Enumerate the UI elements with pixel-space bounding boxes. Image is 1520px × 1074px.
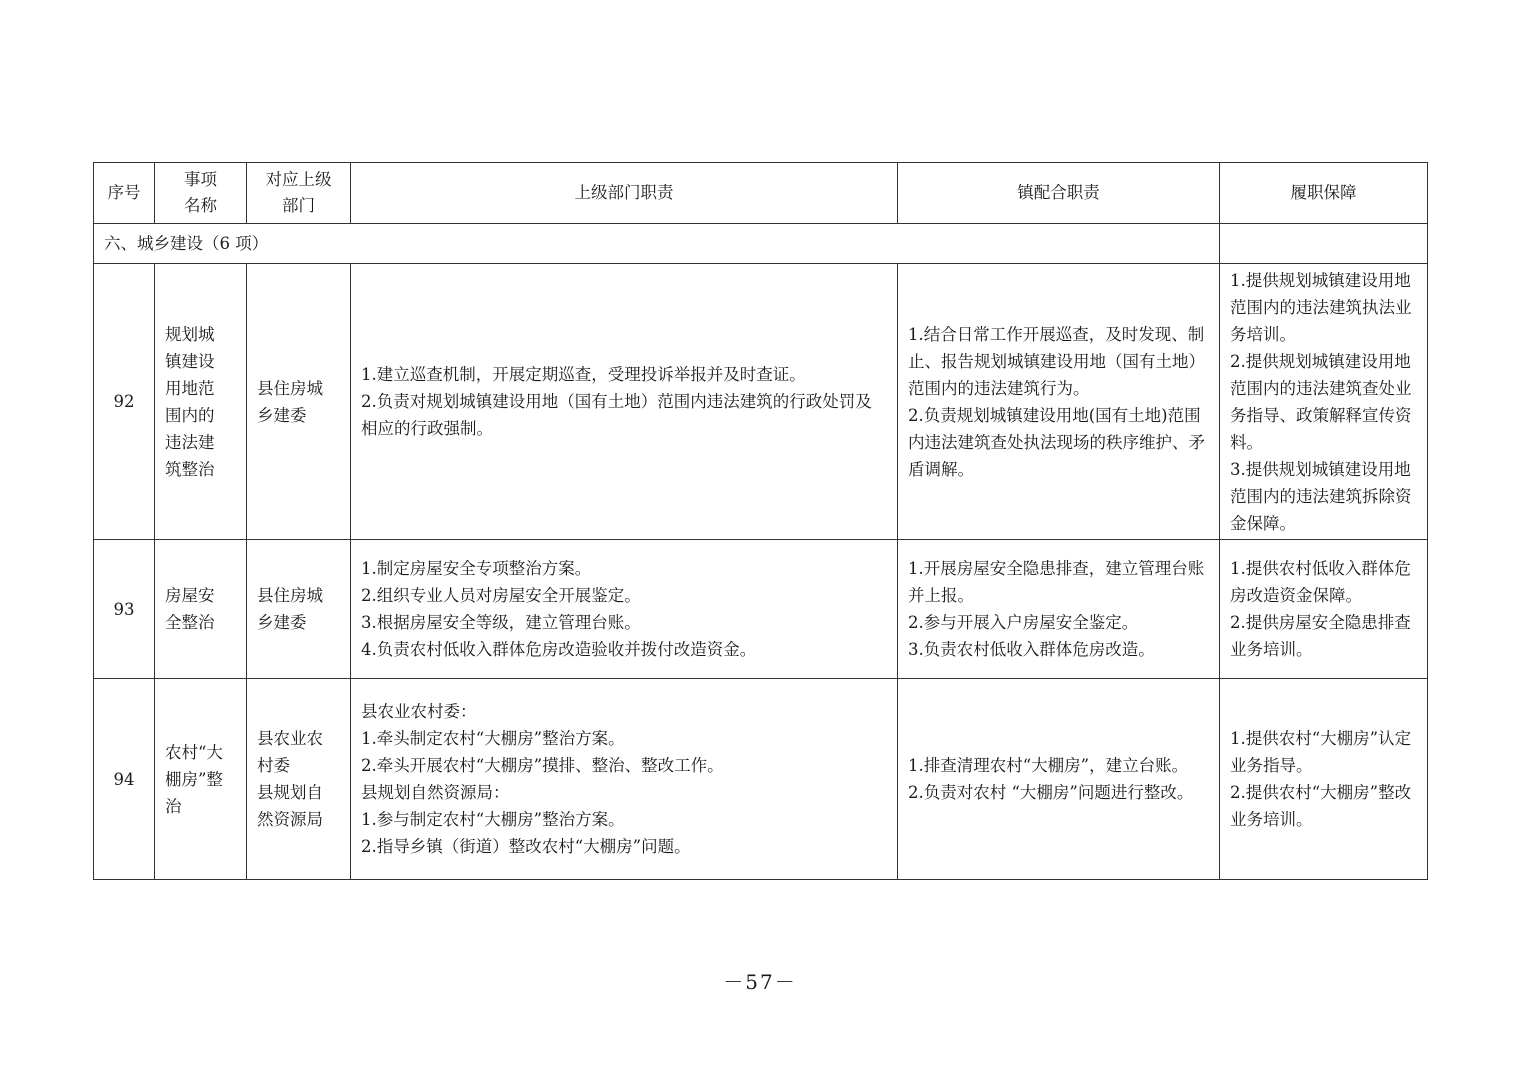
text-line: 然资源局 — [257, 810, 323, 829]
text-line: 1.提供农村“大棚房”认定业务指导。 — [1230, 729, 1412, 775]
text-line: 3.提供规划城镇建设用地范围内的违法建筑拆除资金保障。 — [1230, 459, 1412, 533]
header-dept-line: 对应上级 — [265, 170, 332, 189]
header-dept-line: 部门 — [282, 196, 315, 215]
town-duties — [898, 264, 1220, 540]
support-measures — [1220, 679, 1428, 880]
text-line: 2.指导乡镇（街道）整改农村“大棚房”问题。 — [361, 837, 691, 856]
upper-dept — [247, 540, 351, 679]
item-name — [155, 540, 247, 679]
row-number: 93 — [94, 540, 155, 679]
page-number: －57－ — [723, 970, 797, 994]
header-seq: 序号 — [94, 163, 155, 224]
header-item-line: 名称 — [184, 196, 217, 215]
text-line: 2.负责对规划城镇建设用地（国有土地）范围内违法建筑的行政处罚及相应的行政强制。 — [361, 392, 872, 438]
town-duties — [898, 679, 1220, 880]
text-line: 3.根据房屋安全等级，建立管理台账。 — [361, 613, 641, 632]
text-line: 1.结合日常工作开展巡查，及时发现、制止、报告规划城镇建设用地（国有土地）范围内的违法建筑行为。 — [908, 324, 1205, 398]
text-line: 1.排查清理农村“大棚房”，建立台账。 — [908, 756, 1189, 775]
upper-duties — [351, 540, 898, 679]
text-line: 镇建设 — [165, 351, 215, 371]
text-line: 2.负责规划城镇建设用地(国有土地)范围内违法建筑查处执法现场的秩序维护、矛盾调解。 — [908, 405, 1205, 479]
text-line: 县农业农 — [257, 729, 323, 748]
text-line: 1.制定房屋安全专项整治方案。 — [361, 559, 592, 578]
text-line: 违法建 — [165, 432, 215, 452]
text-line: 县住房城 — [257, 586, 323, 605]
header-upper: 上级部门职责 — [351, 163, 898, 224]
header-item — [155, 163, 247, 224]
text-line: 农村“大 — [165, 742, 223, 762]
header-support: 履职保障 — [1220, 163, 1428, 224]
item-name — [155, 264, 247, 540]
text-line: 县规划自 — [257, 783, 323, 802]
upper-duties — [351, 264, 898, 540]
text-line: 县规划自然资源局： — [361, 783, 510, 802]
text-line: 1.开展房屋安全隐患排查，建立管理台账并上报。 — [908, 559, 1205, 605]
text-line: 县住房城 — [257, 378, 323, 398]
row-number: 94 — [94, 679, 155, 880]
text-line: 乡建委 — [257, 613, 307, 632]
text-line: 2.牵头开展农村“大棚房”摸排、整治、整改工作。 — [361, 756, 724, 775]
header-dept — [247, 163, 351, 224]
text-line: 规划城 — [165, 324, 215, 344]
text-line: 3.负责农村低收入群体危房改造。 — [908, 640, 1155, 659]
text-line: 治 — [165, 796, 182, 816]
text-line: 1.参与制定农村“大棚房”整治方案。 — [361, 810, 625, 829]
item-name — [155, 679, 247, 880]
text-line: 筑整治 — [165, 459, 215, 479]
text-line: 围内的 — [165, 405, 215, 425]
text-line: 棚房”整 — [165, 769, 223, 789]
text-line: 1.牵头制定农村“大棚房”整治方案。 — [361, 729, 625, 748]
table-row — [94, 540, 1428, 679]
duty-table — [93, 162, 1428, 880]
row-number: 92 — [94, 264, 155, 540]
text-line: 1.提供农村低收入群体危房改造资金保障。 — [1230, 559, 1411, 605]
text-line: 县农业农村委： — [361, 702, 477, 721]
text-line: 2.提供房屋安全隐患排查业务培训。 — [1230, 613, 1411, 659]
table-row — [94, 264, 1428, 540]
text-line: 2.参与开展入户房屋安全鉴定。 — [908, 613, 1139, 632]
upper-dept — [247, 679, 351, 880]
section-empty-cell — [1220, 224, 1428, 264]
text-line: 2.提供规划城镇建设用地范围内的违法建筑查处业务指导、政策解释宣传资料。 — [1230, 351, 1412, 452]
upper-duties — [351, 679, 898, 880]
text-line: 房屋安 — [165, 586, 215, 605]
header-town: 镇配合职责 — [898, 163, 1220, 224]
text-line: 1.提供规划城镇建设用地范围内的违法建筑执法业务培训。 — [1230, 270, 1412, 344]
section-row — [94, 224, 1428, 264]
header-item-line: 事项 — [184, 170, 217, 189]
support-measures — [1220, 264, 1428, 540]
text-line: 2.组织专业人员对房屋安全开展鉴定。 — [361, 586, 641, 605]
table-row — [94, 679, 1428, 880]
text-line: 全整治 — [165, 613, 215, 632]
text-line: 乡建委 — [257, 405, 307, 425]
section-title: 六、城乡建设（6 项） — [94, 224, 1220, 264]
text-line: 村委 — [257, 756, 290, 775]
upper-dept — [247, 264, 351, 540]
text-line: 用地范 — [165, 378, 215, 398]
text-line: 4.负责农村低收入群体危房改造验收并拨付改造资金。 — [361, 640, 757, 659]
text-line: 2.提供农村“大棚房”整改业务培训。 — [1230, 783, 1412, 829]
header-row — [94, 163, 1428, 224]
text-line: 2.负责对农村 “大棚房”问题进行整改。 — [908, 783, 1194, 802]
support-measures — [1220, 540, 1428, 679]
text-line: 1.建立巡查机制，开展定期巡查，受理投诉举报并及时查证。 — [361, 365, 806, 384]
town-duties — [898, 540, 1220, 679]
